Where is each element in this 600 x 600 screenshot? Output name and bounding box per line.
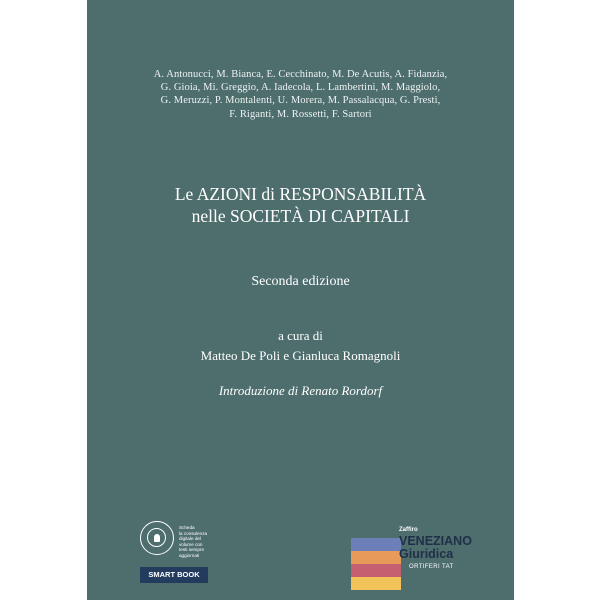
logo-stripe-orange [351, 551, 401, 564]
smart-book-description-line: volume con [179, 541, 203, 547]
book-title [87, 183, 514, 227]
publisher-small-text: Zaffiro [399, 527, 418, 533]
publisher-tagline: ORTIFERI TAT [409, 564, 454, 570]
author-list [117, 68, 484, 121]
book-cover [87, 0, 514, 600]
publisher-name [399, 535, 483, 561]
smart-book-description-line: la consulenza [179, 530, 208, 536]
publisher-name-line-2: Giuridica [399, 547, 454, 561]
smart-book-description-line: testi sempre [179, 547, 205, 553]
logo-stripe-red [351, 564, 401, 577]
curators-names: Matteo De Poli e Gianluca Romagnoli [200, 348, 401, 363]
author-line: G. Gioia, Mi. Greggio, A. Iadecola, L. Lambertini, M. Maggiolo, [160, 82, 441, 94]
curators [87, 326, 514, 366]
author-line: A. Antonucci, M. Bianca, E. Cecchinato, M. De Acutis, A. Fidanzia, [153, 69, 448, 80]
seal-icon [140, 521, 174, 555]
seal-emblem [154, 534, 160, 542]
title-line-2: nelle SOCIETÀ DI CAPITALI [191, 206, 410, 226]
author-line: G. Meruzzi, P. Montalenti, U. Morera, M. Passalacqua, G. Presti, [160, 95, 441, 107]
smart-book-description-line: digitale del [179, 536, 201, 542]
smart-book-badge [140, 521, 230, 600]
smart-book-description-line: Scheda [179, 525, 195, 530]
curators-label: a cura di [278, 328, 323, 343]
smart-book-label: SMART BOOK [140, 567, 208, 583]
logo-stripe-blue [351, 538, 401, 551]
smart-book-description [179, 525, 231, 559]
introduction-credit: Introduzione di Renato Rordorf [218, 383, 383, 398]
smart-book-description-line: aggiornati [179, 552, 200, 558]
edition-label: Seconda edizione [251, 274, 350, 289]
publisher-logo [351, 524, 481, 600]
publisher-name-line-1: VENEZIANO [399, 534, 472, 548]
author-line: F. Riganti, M. Rossetti, F. Sartori [229, 108, 372, 120]
title-line-1: Le AZIONI di RESPONSABILITÀ [174, 184, 427, 204]
logo-stripe-yellow [351, 577, 401, 590]
